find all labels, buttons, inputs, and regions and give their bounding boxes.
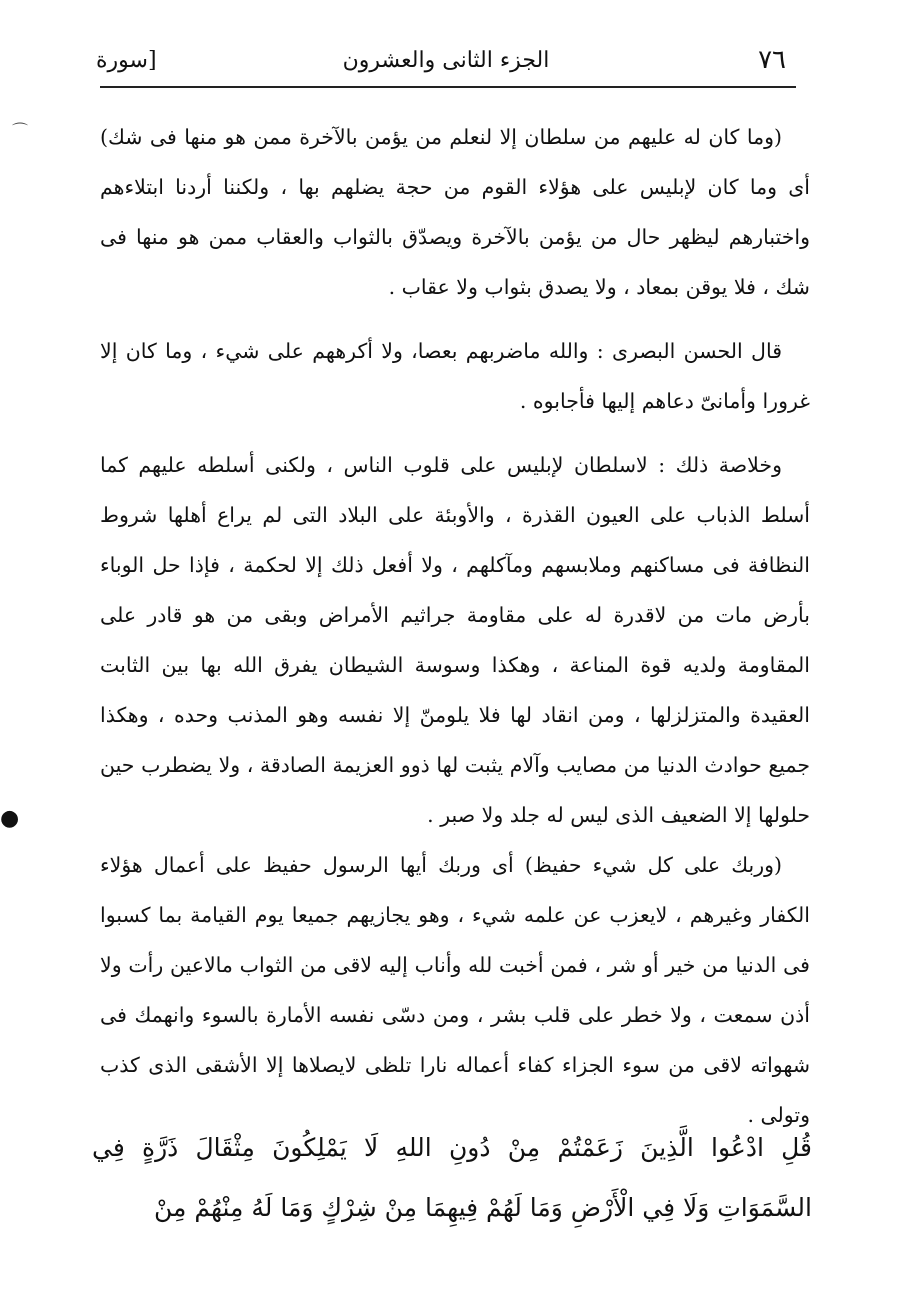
commentary-text bbox=[100, 112, 810, 1140]
page-header bbox=[96, 38, 786, 82]
paragraph-4: (وربك على كل شيء حفيظ) أى وربك أيها الرسول حفيظ على أعمال هؤلاء الكفار وغيرهم ، لايعزب عن علمه شيء ، وهو يجازيهم جميعا يوم القيامة بما كسبوا فى الدنيا من خير أو شر ، فمن أخبت لله وأناب إليه لاقى من الثواب مالاعين رأت ولا أذن سمعت ، ولا خطر على قلب بشر ، ومن دسّى نفسه الأمارة بالسوء وانهمك فى شهواته لاقى من سوء الجزاء كفاء أعماله نارا تلظى لايصلاها إلا الأشقى الذى كذب وتولى . bbox=[100, 853, 810, 1127]
paragraph-3: وخلاصة ذلك : لاسلطان لإبليس على قلوب الناس ، ولكنى أسلطه عليهم كما أسلط الذباب على العيون القذرة ، والأوبئة على البلاد التى لم يراع أهلها شروط النظافة فى مساكنهم وملابسهم ومآكلهم ، ولا أفعل ذلك إلا لحكمة ، فإذا حل الوباء بأرض مات من لاقدرة له على مقاومة جراثيم الأمراض وبقى من هو قادر على المقاومة ولديه قوة المناعة ، وهكذا وسوسة الشيطان يفرق الله بها بين الثابت العقيدة والمتزلزلها ، ومن انقاد لها فلا يلومنّ إلا نفسه وهو المذنب وحده ، وهكذا جميع حوادث الدنيا من مصايب وآلام يثبت لها ذوو العزيمة الصادقة ، ولا يضطرب حين حلولها إلا الضعيف الذى ليس له جلد ولا صبر . bbox=[100, 453, 810, 827]
verse-text: قُلِ ادْعُوا الَّذِينَ زَعَمْتُمْ مِنْ دُونِ اللهِ لَا يَمْلِكُونَ مِثْقَالَ ذَرَّةٍ فِي السَّمَوَاتِ وَلَا فِي الْأَرْضِ وَمَا لَهُمْ فِيهِمَا مِنْ شِرْكٍ وَمَا لَهُ مِنْهُمْ مِنْ bbox=[92, 1133, 812, 1222]
margin-mark: ● bbox=[0, 806, 20, 831]
margin-mark: ⌒ bbox=[12, 121, 29, 140]
paragraph-1: (وما كان له عليهم من سلطان إلا لنعلم من يؤمن بالآخرة ممن هو منها فى شك) أى وما كان لإبليس على هؤلاء القوم من حجة يضلهم بها ، ولكننا أردنا ابتلاءهم واختبارهم ليظهر حال من يؤمن بالآخرة ويصدّق بالثواب والعقاب ممن هو منها فى شك ، فلا يوقن بمعاد ، ولا يصدق بثواب ولا عقاب . bbox=[100, 125, 810, 299]
quran-verse bbox=[92, 1118, 812, 1238]
paragraph-2: قال الحسن البصرى : والله ماضربهم بعصا، ولا أكرههم على شيء ، وما كان إلا غرورا وأمانىّ دعاهم إليها فأجابوه . bbox=[100, 339, 810, 413]
header-rule bbox=[100, 86, 796, 88]
surah-label: [سورة bbox=[96, 47, 157, 73]
running-title: الجزء الثانى والعشرون bbox=[342, 47, 550, 73]
page-number: ٧٦ bbox=[758, 45, 786, 75]
